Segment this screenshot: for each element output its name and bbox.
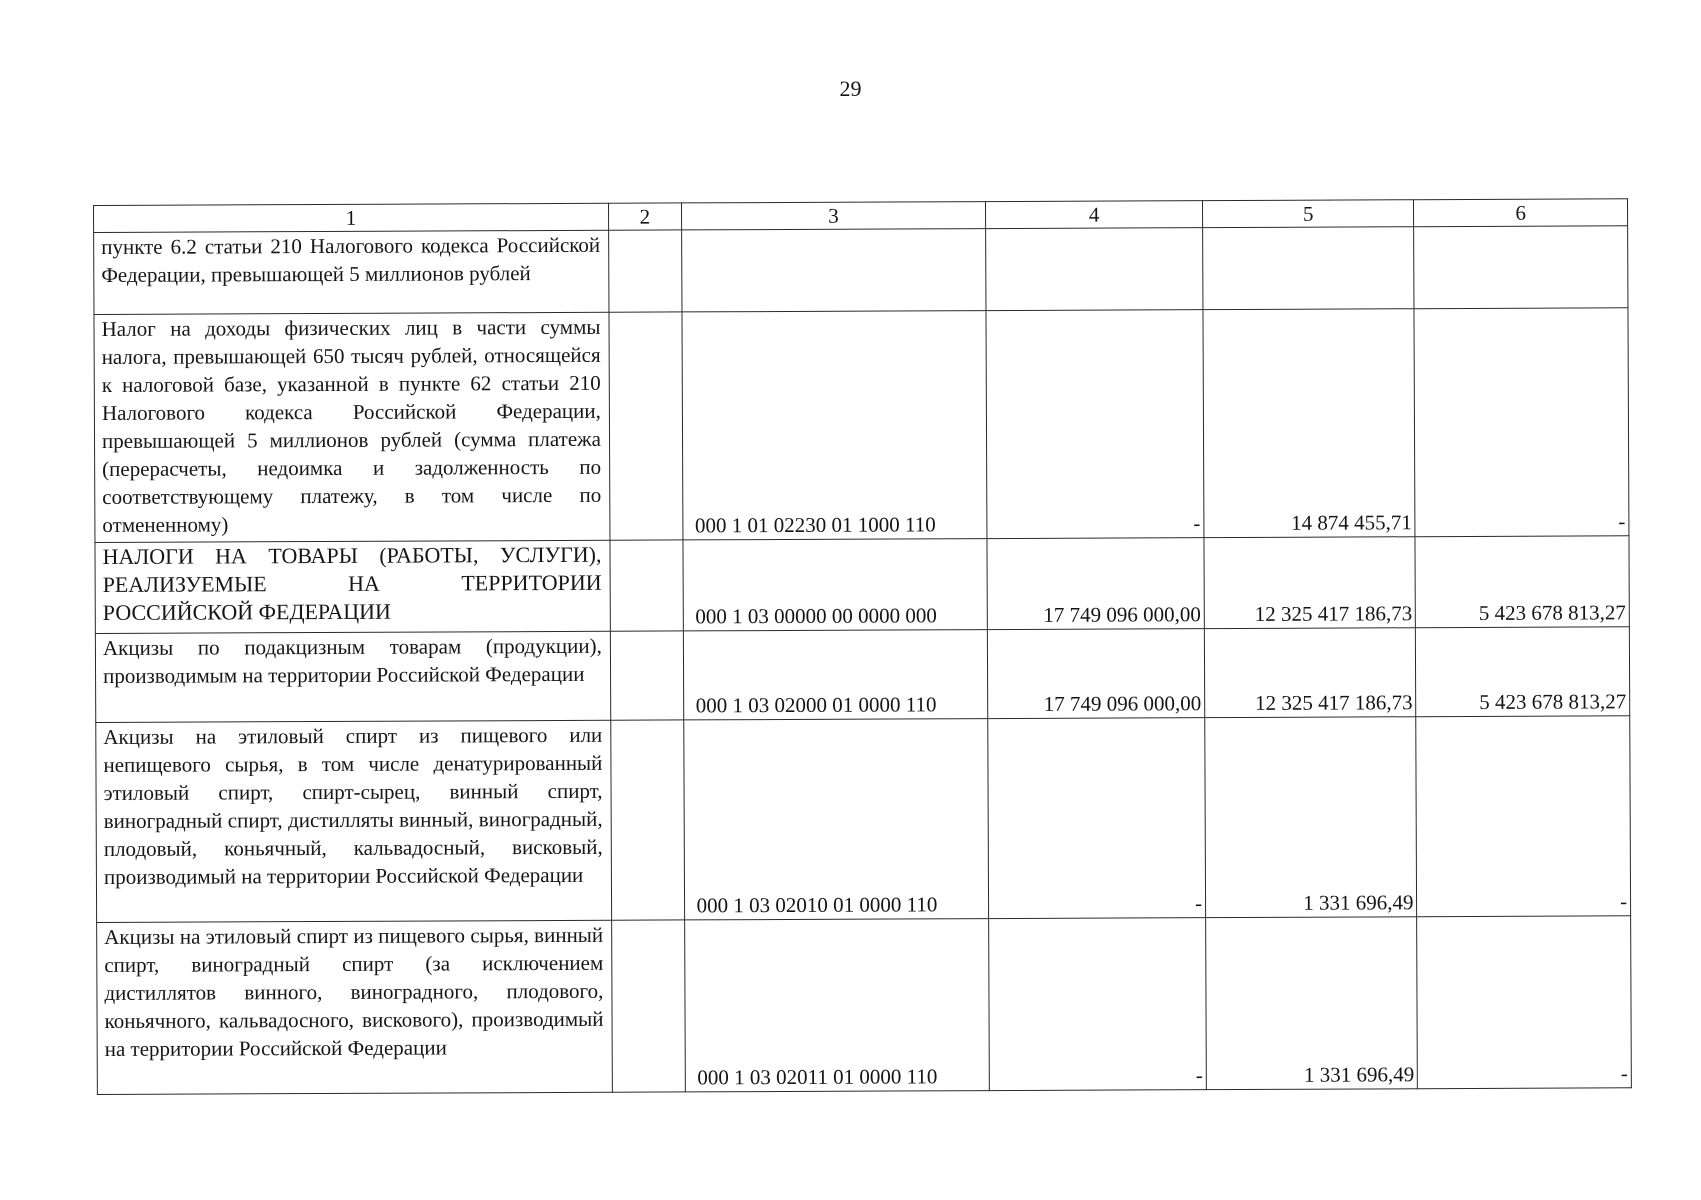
row-col5-value: [1203, 227, 1415, 310]
row-col4-value: -: [989, 918, 1207, 1091]
row-col6-value: 5 423 678 813,27: [1415, 536, 1629, 628]
column-number-3: 3: [681, 202, 986, 230]
table-row: [94, 226, 1628, 315]
row-budget-code: [681, 229, 986, 312]
row-col2-cell: [610, 540, 683, 631]
row-col5-value: 1 331 696,49: [1206, 917, 1418, 1090]
row-col5-value: 12 325 417 186,73: [1204, 628, 1416, 718]
row-col4-value: [986, 228, 1203, 311]
table-row: [94, 308, 1629, 543]
budget-revenue-table: [93, 198, 1632, 1095]
row-col5-value: 14 874 455,71: [1203, 309, 1415, 538]
row-budget-code: 000 1 01 02230 01 1000 110: [682, 311, 988, 540]
row-col4-value: 17 749 096 000,00: [987, 538, 1204, 630]
row-budget-code: 000 1 03 00000 00 0000 000: [683, 539, 988, 631]
page-number: 29: [839, 76, 862, 101]
row-description: НАЛОГИ НА ТОВАРЫ (РАБОТЫ, УСЛУГИ), РЕАЛИЗУЕМЫЕ НА ТЕРРИТОРИИ РОССИЙСКОЙ ФЕДЕРАЦИИ: [95, 540, 610, 633]
table-row: [97, 916, 1632, 1095]
column-number-1: 1: [94, 203, 609, 232]
row-col2-cell: [611, 720, 684, 920]
row-col2-cell: [609, 312, 683, 540]
column-number-4: 4: [986, 201, 1203, 229]
row-col6-value: [1414, 226, 1628, 309]
row-col4-value: 17 749 096 000,00: [988, 629, 1205, 719]
row-col5-value: 1 331 696,49: [1205, 717, 1417, 918]
table-row: [95, 536, 1629, 634]
table-row: [95, 627, 1629, 723]
table-row: [96, 716, 1631, 923]
row-col2-cell: [610, 631, 683, 720]
row-description: Акцизы по подакцизным товарам (продукции), производимым на территории Российской Федерации: [95, 631, 610, 722]
row-description: Акцизы на этиловый спирт из пищевого или непищевого сырья, в том числе денатурированный этиловый спирт, спирт-сырец, винный спирт, виноградный спирт, дистилляты винный, виноградный, плодовый, коньячный, кальвадосный, висковый, производимый на территории Российской Федерации: [96, 720, 612, 922]
row-budget-code: 000 1 03 02011 01 0000 110: [684, 919, 989, 1092]
column-number-2: 2: [608, 203, 681, 230]
row-col2-cell: [609, 230, 682, 312]
column-number-5: 5: [1202, 200, 1414, 228]
row-budget-code: 000 1 03 02000 01 0000 110: [683, 630, 988, 720]
row-col6-value: -: [1417, 916, 1631, 1089]
row-col6-value: 5 423 678 813,27: [1416, 627, 1630, 717]
row-budget-code: 000 1 03 02010 01 0000 110: [683, 719, 988, 920]
row-col4-value: -: [988, 718, 1206, 919]
row-col4-value: -: [986, 310, 1204, 539]
row-col5-value: 12 325 417 186,73: [1204, 537, 1416, 629]
row-description: Налог на доходы физических лиц в части суммы налога, превышающей 650 тысяч рублей, относящейся к налоговой базе, указанной в пункте 62 статьи 210 Налогового кодекса Российской Федерации, превышающей 5 миллионов рублей (сумма платежа (перерасчеты, недоимка и задолженность по соответствующему платежу, в том числе по отмененному): [94, 312, 610, 542]
row-col6-value: -: [1416, 716, 1630, 917]
column-number-6: 6: [1414, 199, 1628, 227]
row-col2-cell: [612, 920, 685, 1092]
row-col6-value: -: [1414, 308, 1629, 537]
row-description: Акцизы на этиловый спирт из пищевого сырья, винный спирт, виноградный спирт (за исключением дистиллятов винного, виноградного, плодового, коньячного, кальвадосного, вискового), производимый на территории Российской Федерации: [97, 920, 613, 1094]
row-description: пункте 6.2 статьи 210 Налогового кодекса Российской Федерации, превышающей 5 миллионов рублей: [94, 230, 609, 314]
